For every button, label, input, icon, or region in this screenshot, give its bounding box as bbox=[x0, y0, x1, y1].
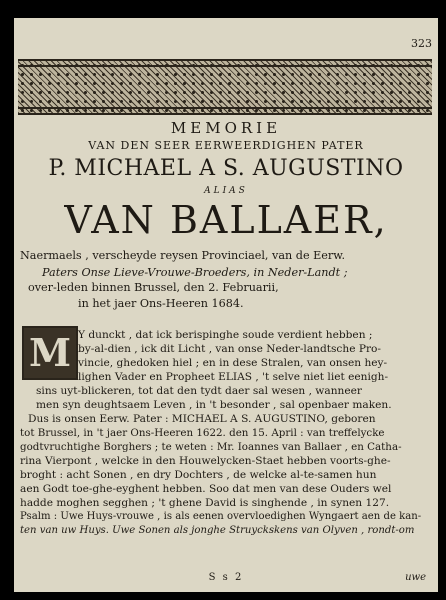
body-line: tot Brussel, in 't jaer Ons-Heeren 1622. den 15. April : van treffelycke bbox=[20, 427, 385, 439]
page-number: 323 bbox=[411, 37, 432, 50]
signature-mark: S s 2 bbox=[208, 572, 244, 583]
body-line: aen Godt toe-ghe-eyghent hebben. Soo dat men van dese Ouders wel bbox=[20, 483, 392, 495]
drop-cap-letter: M bbox=[28, 330, 72, 375]
body-line: hadde moghen segghen ; 't ghene David is singhende , in synen 127. bbox=[20, 497, 390, 509]
body-line: by-al-dien , ick dit Licht , van onse Neder-landtsche Pro- bbox=[78, 343, 381, 355]
catchword: uwe bbox=[405, 572, 426, 583]
body-line: Y dunckt , dat ick berispinghe soude verdient hebben ; bbox=[78, 329, 373, 341]
body-line: rina Vierpont , welcke in den Houwelycken-Staet hebben voorts-ghe- bbox=[20, 455, 391, 467]
title-alias: ALIAS bbox=[204, 186, 248, 196]
title-name: P. MICHAEL A S. AUGUSTINO bbox=[48, 156, 404, 181]
book-page bbox=[14, 18, 438, 592]
body-line: vincie, ghedoken hiel ; en in dese Stralen, van onsen hey- bbox=[78, 357, 388, 369]
body-line: Dus is onsen Eerw. Pater : MICHAEL A S. AUGUSTINO, geboren bbox=[28, 413, 376, 425]
body-line: sins uyt-blickeren, tot dat den tydt daer sal wesen , wanneer bbox=[36, 385, 362, 397]
body-line: ten van uw Huys. Uwe Sonen als jonghe Struyckskens van Olyven , rondt-om bbox=[20, 525, 415, 536]
title-subtitle: VAN DEN SEER EERWEERDIGHEN PATER bbox=[88, 139, 364, 152]
title-surname: VAN BALLAER, bbox=[64, 198, 388, 242]
drop-cap bbox=[22, 326, 78, 380]
body-line: men syn deughtsaem Leven , in 't besonder , sal openbaer maken. bbox=[36, 399, 392, 411]
intro-line: over-leden binnen Brussel, den 2. Februarii, bbox=[28, 281, 279, 294]
intro-line: Naermaels , verscheyde reysen Provinciael, van de Eerw. bbox=[20, 249, 346, 262]
decorative-header-band bbox=[18, 59, 432, 115]
body-line: godtvruchtighe Borghers ; te weten : Mr. Ioannes van Ballaer , en Catha- bbox=[20, 441, 402, 453]
body-line: lighen Vader en Propheet ELIAS , 't selve niet liet eenigh- bbox=[78, 371, 389, 383]
title-memorie: MEMORIE bbox=[170, 119, 282, 137]
intro-line: in het jaer Ons-Heeren 1684. bbox=[78, 297, 244, 310]
body-line: broght : acht Sonen , en dry Dochters , de welcke al-te-samen hun bbox=[20, 469, 377, 481]
body-line: Psalm : Uwe Huys-vrouwe , is als eenen overvloedighen Wyngaert aen de kan- bbox=[20, 511, 422, 522]
intro-line: Paters Onse Lieve-Vrouwe-Broeders, in Neder-Landt ; bbox=[42, 266, 348, 279]
